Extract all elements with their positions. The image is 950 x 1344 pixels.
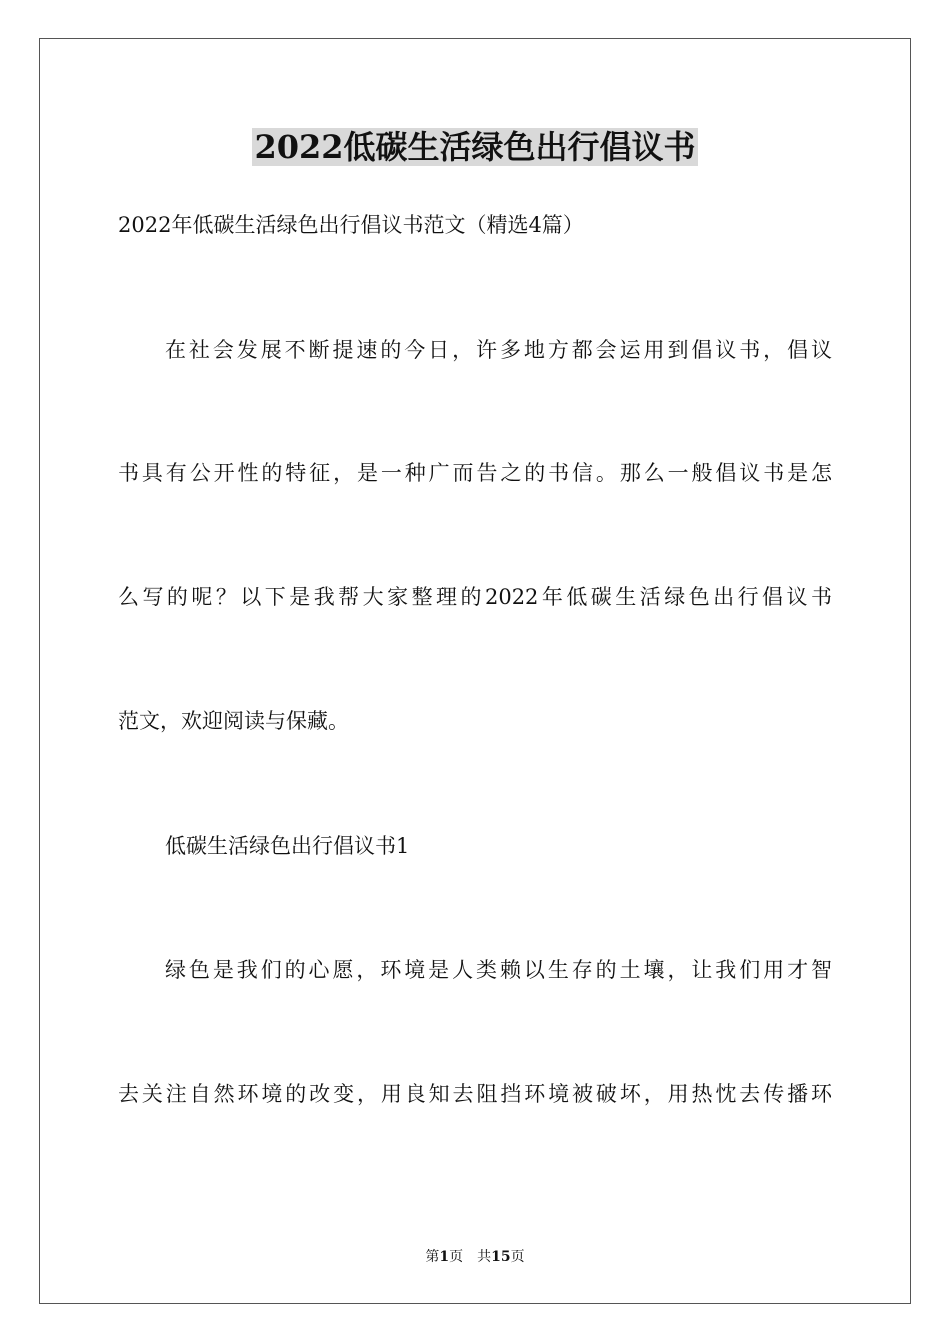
footer-page-number: 1 (439, 1249, 450, 1265)
footer-total-pages: 15 (491, 1249, 511, 1265)
paragraph-1-line-2: 书具有公开性的特征，是一种广而告之的书信。那么一般倡议书是怎 (118, 461, 832, 485)
paragraph-2-line-1: 绿色是我们的心愿，环境是人类赖以生存的土壤，让我们用才智 (165, 958, 832, 982)
paragraph-2-line-2: 去关注自然环境的改变，用良知去阻挡环境被破坏，用热忱去传播环 (118, 1082, 832, 1106)
footer-page-suffix: 页 (449, 1249, 464, 1265)
document-title-text: 2022低碳生活绿色出行倡议书 (254, 128, 696, 166)
paragraph-1-line-4: 范文，欢迎阅读与保藏。 (118, 709, 349, 733)
document-subtitle: 2022年低碳生活绿色出行倡议书范文（精选4篇） (118, 213, 584, 237)
page-footer (0, 1247, 950, 1267)
section-heading: 低碳生活绿色出行倡议书1 (165, 834, 410, 858)
footer-total-suffix: 页 (510, 1249, 525, 1265)
paragraph-1-line-1: 在社会发展不断提速的今日，许多地方都会运用到倡议书，倡议 (165, 338, 832, 362)
paragraph-1-line-3: 么写的呢？以下是我帮大家整理的2022年低碳生活绿色出行倡议书 (118, 585, 832, 609)
document-title (0, 124, 950, 170)
footer-page-prefix: 第 (425, 1249, 440, 1265)
footer-total-prefix: 共 (477, 1249, 492, 1265)
